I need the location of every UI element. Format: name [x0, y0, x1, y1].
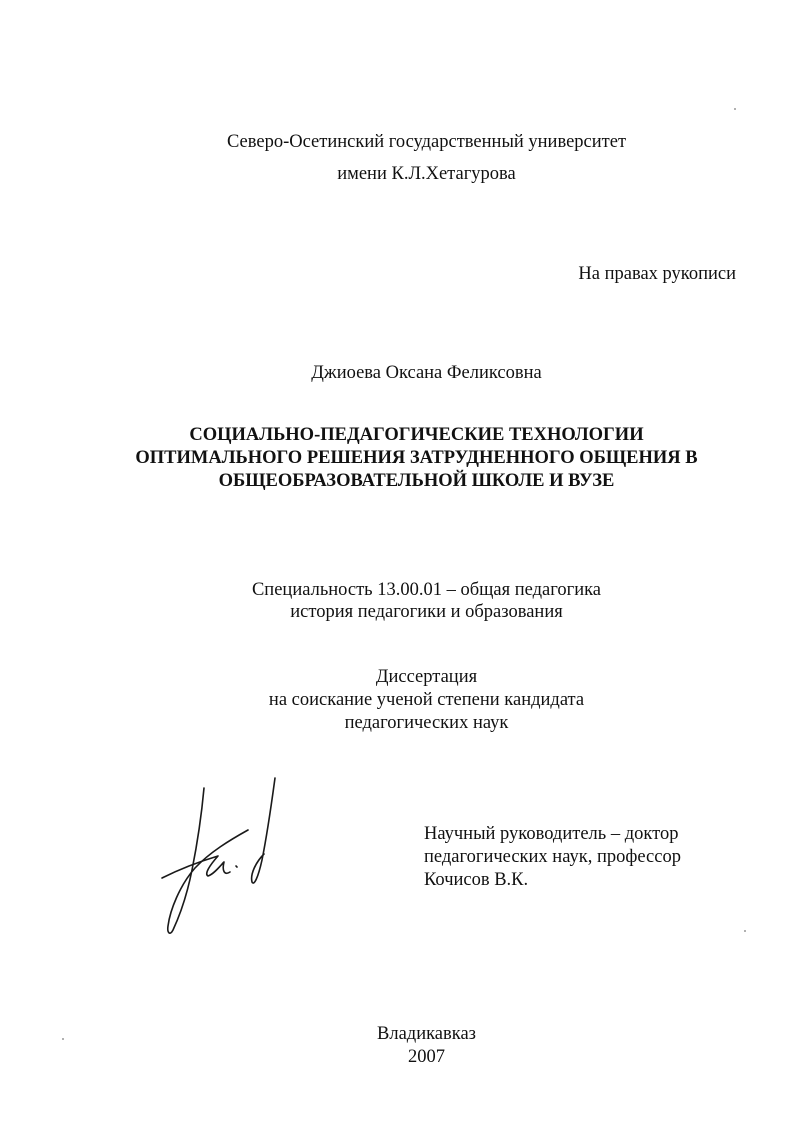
dissertation-title	[20, 424, 793, 493]
specialty-block	[30, 579, 793, 623]
title-line: СОЦИАЛЬНО-ПЕДАГОГИЧЕСКИЕ ТЕХНОЛОГИИ	[189, 425, 644, 445]
degree-line: Диссертация	[375, 667, 478, 687]
specialty-line: история педагогики и образования	[290, 602, 563, 622]
university-dedication: имени К.Л.Хетагурова	[337, 164, 516, 184]
title-line: ОБЩЕОБРАЗОВАТЕЛЬНОЙ ШКОЛЕ И ВУЗЕ	[218, 471, 615, 491]
advisor-line: Научный руководитель – доктор	[424, 824, 679, 844]
specialty-line: Специальность 13.00.01 – общая педагогика	[251, 580, 602, 600]
degree-line: на соискание ученой степени кандидата	[268, 690, 585, 710]
degree-line: педагогических наук	[344, 713, 509, 733]
city: Владикавказ	[377, 1024, 476, 1044]
scientific-advisor	[424, 823, 681, 892]
advisor-line: педагогических наук, профессор	[424, 847, 681, 867]
year: 2007	[408, 1047, 445, 1067]
university-name: Северо-Осетинский государственный университет	[226, 132, 627, 152]
scan-speck	[744, 930, 746, 932]
title-line: ОПТИМАЛЬНОГО РЕШЕНИЯ ЗАТРУДНЕННОГО ОБЩЕНИЯ В	[135, 448, 698, 468]
handwritten-signature	[140, 770, 290, 940]
scan-speck	[62, 1038, 64, 1040]
manuscript-note: На правах рукописи	[578, 264, 736, 284]
scan-speck	[734, 108, 736, 110]
dissertation-degree-block	[30, 666, 793, 735]
place-and-year	[30, 1023, 793, 1069]
advisor-line: Кочисов В.К.	[424, 870, 529, 890]
author-name: Джиоева Оксана Феликсовна	[311, 363, 542, 383]
